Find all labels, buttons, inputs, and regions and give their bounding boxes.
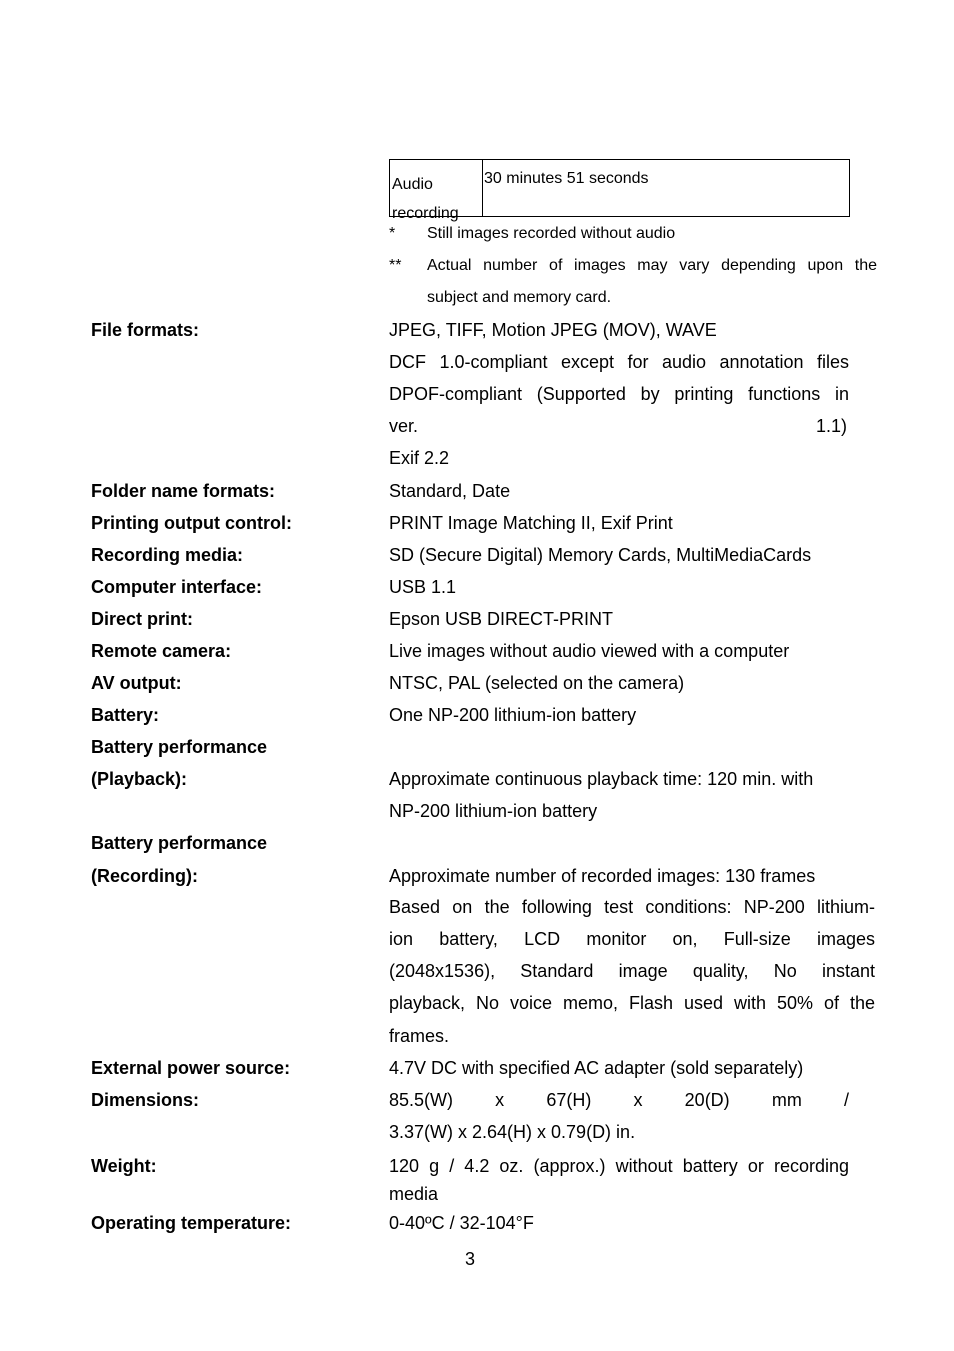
battery-recording-value-line1: Approximate number of recorded images: 130 frames	[389, 866, 816, 886]
direct-print-value: Epson USB DIRECT-PRINT	[389, 609, 614, 629]
table-label-cell	[390, 160, 483, 222]
weight-value-line2: media	[389, 1184, 439, 1204]
battery-recording-label-line2: (Recording):	[91, 866, 198, 886]
battery-recording-value-line3: ion battery, LCD monitor on, Full-size images	[389, 929, 875, 949]
battery-playback-value-line1: Approximate continuous playback time: 120 min. with	[389, 769, 814, 789]
operating-temperature-value: 0-40ºC / 32-104°F	[389, 1213, 534, 1233]
note-text-2-line1: Actual number of images may vary depending upon the	[427, 257, 877, 274]
note-mark-2: **	[389, 257, 402, 274]
folder-name-formats-label: Folder name formats:	[91, 481, 276, 501]
external-power-value: 4.7V DC with specified AC adapter (sold separately)	[389, 1058, 804, 1078]
av-output-label: AV output:	[91, 673, 182, 693]
battery-recording-value-line6: frames.	[389, 1026, 450, 1046]
file-formats-line4-right: 1.1)	[816, 416, 848, 436]
file-formats-line2: DCF 1.0-compliant except for audio annotation files	[389, 352, 849, 372]
recording-media-label: Recording media:	[91, 545, 244, 565]
recording-time-table	[389, 159, 850, 222]
weight-label: Weight:	[91, 1156, 157, 1176]
direct-print-label: Direct print:	[91, 609, 194, 629]
operating-temperature-label: Operating temperature:	[91, 1213, 292, 1233]
battery-recording-value-line5: playback, No voice memo, Flash used with 50% of the	[389, 993, 875, 1013]
note-text-2-line2: subject and memory card.	[427, 289, 612, 306]
battery-recording-label-line1: Battery performance	[91, 833, 268, 853]
battery-playback-value-line2: NP-200 lithium-ion battery	[389, 801, 598, 821]
battery-value: One NP-200 lithium-ion battery	[389, 705, 637, 725]
remote-camera-label: Remote camera:	[91, 641, 232, 661]
note-text-1: Still images recorded without audio	[427, 225, 676, 242]
printing-output-control-label: Printing output control:	[91, 513, 292, 533]
battery-playback-label-line2: (Playback):	[91, 769, 188, 789]
page-number: 3	[465, 1249, 476, 1269]
dimensions-value-line2: 3.37(W) x 2.64(H) x 0.79(D) in.	[389, 1122, 636, 1142]
note-mark-1: *	[389, 225, 396, 242]
battery-recording-value-line4: (2048x1536), Standard image quality, No instant	[389, 961, 875, 981]
table-row-value: 30 minutes 51 seconds	[484, 170, 649, 187]
dimensions-label: Dimensions:	[91, 1090, 200, 1110]
file-formats-line1: JPEG, TIFF, Motion JPEG (MOV), WAVE	[389, 320, 717, 340]
battery-recording-value-line2: Based on the following test conditions: NP-200 lithium-	[389, 897, 875, 917]
folder-name-formats-value: Standard, Date	[389, 481, 511, 501]
file-formats-line4-left: ver.	[389, 416, 419, 436]
computer-interface-label: Computer interface:	[91, 577, 263, 597]
recording-media-value: SD (Secure Digital) Memory Cards, MultiMediaCards	[389, 545, 812, 565]
computer-interface-value: USB 1.1	[389, 577, 457, 597]
battery-playback-label-line1: Battery performance	[91, 737, 268, 757]
dimensions-value-line1: 85.5(W) x 67(H) x 20(D) mm /	[389, 1090, 849, 1110]
table-row-label: Audio recording	[392, 176, 459, 222]
remote-camera-value: Live images without audio viewed with a computer	[389, 641, 790, 661]
weight-value-line1: 120 g / 4.2 oz. (approx.) without battery or recording	[389, 1156, 849, 1176]
battery-label: Battery:	[91, 705, 160, 725]
printing-output-control-value: PRINT Image Matching II, Exif Print	[389, 513, 673, 533]
file-formats-label: File formats:	[91, 320, 200, 340]
av-output-value: NTSC, PAL (selected on the camera)	[389, 673, 685, 693]
file-formats-line5: Exif 2.2	[389, 448, 450, 468]
file-formats-line3: DPOF-compliant (Supported by printing functions in	[389, 384, 849, 404]
external-power-label: External power source:	[91, 1058, 291, 1078]
